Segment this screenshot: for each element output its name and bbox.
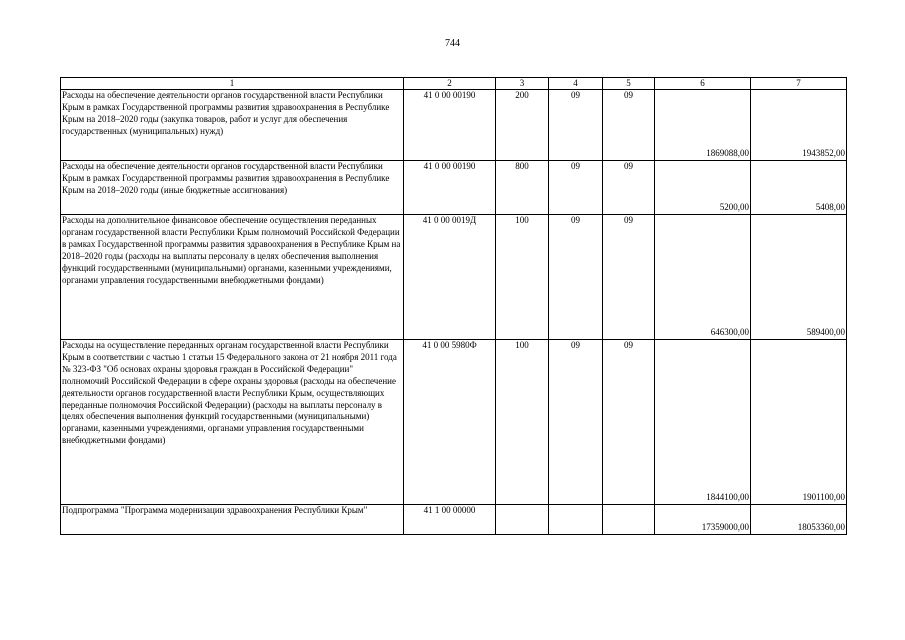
- row-description: Расходы на дополнительное финансовое обеспечение осуществления переданных органам государственной власти Республики Крым полномочий Российской Федерации в рамках Государственной программы развития здравоохранения в Республике Крым на 2018–2020 годы (расходы на выплаты персоналу в целях обеспечения выполнения функций государственными (муниципальными) органами, казенными учреждениями, органами управления государственными внебюджетными фондами): [61, 215, 404, 340]
- section-code: 09: [549, 90, 603, 161]
- column-header: 5: [603, 78, 655, 90]
- table-row: [61, 90, 847, 161]
- subsection-code: 09: [603, 161, 655, 215]
- row-description: Подпрограмма "Программа модернизации здравоохранения Республики Крым": [61, 505, 404, 535]
- subsection-code: [603, 505, 655, 535]
- row-description: Расходы на осуществление переданных органам государственной власти Республики Крым в соответствии с частью 1 статьи 15 Федерального закона от 21 ноября 2011 года № 323-ФЗ "Об основах охраны здоровья граждан в Российской Федерации" полномочий Российской Федерации в сфере охраны здоровья (расходы на обеспечение деятельности органов государственной власти Республики Крым, осуществляющих переданные полномочия Российской Федерации) (расходы на выплаты персоналу в целях обеспечения выполнения функций государственными (муниципальными) органами, казенными учреждениями, органами управления государственными внебюджетными фондами): [61, 340, 404, 505]
- amount-year-2: 5408,00: [751, 161, 847, 215]
- target-article-code: 41 0 00 0019Д: [404, 215, 496, 340]
- budget-table: [60, 77, 847, 535]
- subsection-code: 09: [603, 90, 655, 161]
- section-code: [549, 505, 603, 535]
- column-header: 3: [496, 78, 549, 90]
- amount-year-2: 589400,00: [751, 215, 847, 340]
- table-row: [61, 340, 847, 505]
- expense-type-code: 800: [496, 161, 549, 215]
- column-header: 2: [404, 78, 496, 90]
- row-description: Расходы на обеспечение деятельности органов государственной власти Республики Крым в рамках Государственной программы развития здравоохранения в Республике Крым на 2018–2020 годы (иные бюджетные ассигнования): [61, 161, 404, 215]
- expense-type-code: [496, 505, 549, 535]
- row-description: Расходы на обеспечение деятельности органов государственной власти Республики Крым в рамках Государственной программы развития здравоохранения в Республике Крым на 2018–2020 годы (закупка товаров, работ и услуг для обеспечения государственных (муниципальных) нужд): [61, 90, 404, 161]
- column-header: 7: [751, 78, 847, 90]
- column-header: 4: [549, 78, 603, 90]
- expense-type-code: 100: [496, 215, 549, 340]
- amount-year-2: 18053360,00: [751, 505, 847, 535]
- target-article-code: 41 0 00 00190: [404, 161, 496, 215]
- page-number: 744: [445, 38, 460, 49]
- table-header-row: [61, 78, 847, 90]
- column-header: 6: [655, 78, 751, 90]
- amount-year-2: 1901100,00: [751, 340, 847, 505]
- section-code: 09: [549, 161, 603, 215]
- expense-type-code: 100: [496, 340, 549, 505]
- amount-year-2: 1943852,00: [751, 90, 847, 161]
- subsection-code: 09: [603, 340, 655, 505]
- amount-year-1: 646300,00: [655, 215, 751, 340]
- target-article-code: 41 1 00 00000: [404, 505, 496, 535]
- table-row: [61, 505, 847, 535]
- column-header: 1: [61, 78, 404, 90]
- expense-type-code: 200: [496, 90, 549, 161]
- section-code: 09: [549, 340, 603, 505]
- table-row: [61, 215, 847, 340]
- table-row: [61, 161, 847, 215]
- amount-year-1: 5200,00: [655, 161, 751, 215]
- amount-year-1: 17359000,00: [655, 505, 751, 535]
- target-article-code: 41 0 00 5980Ф: [404, 340, 496, 505]
- amount-year-1: 1844100,00: [655, 340, 751, 505]
- amount-year-1: 1869088,00: [655, 90, 751, 161]
- target-article-code: 41 0 00 00190: [404, 90, 496, 161]
- section-code: 09: [549, 215, 603, 340]
- subsection-code: 09: [603, 215, 655, 340]
